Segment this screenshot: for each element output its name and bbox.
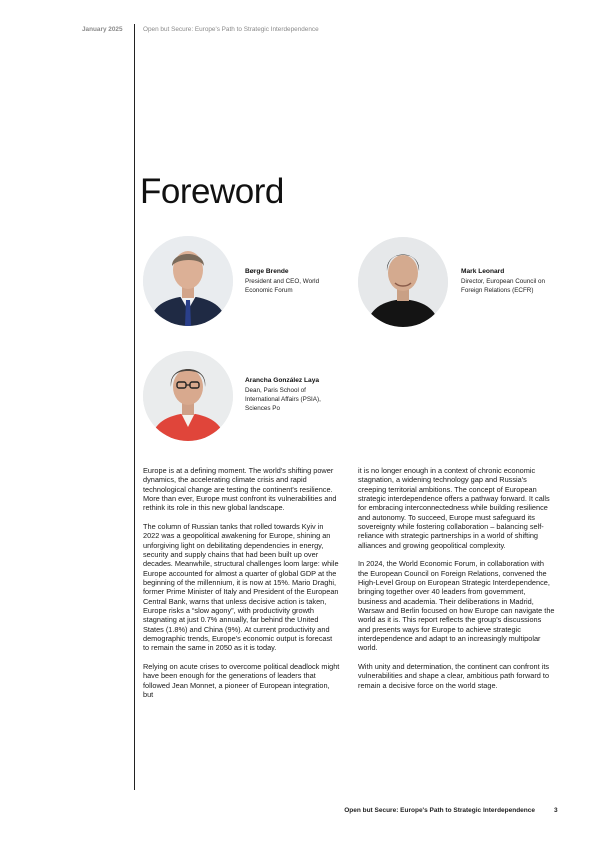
person-role: Dean, Paris School of International Affairs (PSIA), Sciences Po xyxy=(245,387,321,412)
person-role: President and CEO, World Economic Forum xyxy=(245,278,320,294)
body-column-left xyxy=(143,466,340,709)
body-paragraph: it is no longer enough in a context of chronic economic stagnation, a widening technology gap and Russia's creeping territorial ambitions. The concept of European strategic interdependence offers a pathway forward. It calls for embracing interconnectedness while building resilience and autonomy. To succeed, Europe must safeguard its sovereignty while fostering collaboration – balancing self-reliance with strategic partnerships in a world of shifting alliances and growing geopolitical complexity. xyxy=(358,466,550,550)
portrait-photo-mark-leonard xyxy=(358,237,448,327)
portrait-photo-arancha-gonzalez-laya xyxy=(143,351,233,441)
header-title: Open but Secure: Europe's Path to Strategic Interdependence xyxy=(143,26,319,33)
body-paragraph: Relying on acute crises to overcome political deadlock might have been enough for the generations of leaders that followed Jean Monnet, a pioneer of European integration, but xyxy=(143,662,340,700)
header-date: January 2025 xyxy=(82,26,123,33)
body-paragraph: With unity and determination, the continent can confront its vulnerabilities and shape a clear, ambitious path forward to remain a decisive force on the world stage. xyxy=(358,662,550,690)
vertical-divider xyxy=(134,24,135,790)
person-name: Mark Leonard xyxy=(461,268,505,275)
person-name: Børge Brende xyxy=(245,268,289,275)
person-role: Director, European Council on Foreign Relations (ECFR) xyxy=(461,278,546,294)
portrait-photo-borge-brende xyxy=(143,236,233,326)
body-paragraph: Europe is at a defining moment. The world's shifting power dynamics, the accelerating climate crisis and rapid technological change are testing the continent's resilience. More than ever, Europe must confront its vulnerabilities and rethink its role in this new global landscape. xyxy=(143,466,337,513)
body-paragraph: In 2024, the World Economic Forum, in collaboration with the European Council on Foreign Relations, convened the High-Level Group on European Strategic Interdependence, bringing together over 40 leaders from government, business and academia. Their deliberations in Madrid, Warsaw and Berlin focused on how Europe can navigate the world as it is. This report reflects the group's discussions and presents ways for Europe to achieve strategic interdependence and adapt to an increasingly multipolar world. xyxy=(358,559,555,653)
running-footer xyxy=(0,807,595,819)
running-header xyxy=(0,26,595,38)
person-name: Arancha González Laya xyxy=(245,377,320,384)
footer-title: Open but Secure: Europe's Path to Strategic Interdependence xyxy=(344,807,535,814)
page-title: Foreword xyxy=(140,172,284,211)
body-paragraph: The column of Russian tanks that rolled towards Kyiv in 2022 was a geopolitical awakening for Europe, shining an unforgiving light on debilitating dependencies in energy, security and supply chains that had been built up over decades. Meanwhile, structural challenges loom large: while Europe accounted for almost a quarter of global GDP at the beginning of the millennium, it is now at 15%. Mario Draghi, former Prime Minister of Italy and President of the European Central Bank, warns that unless decisive action is taken, Europe risks a “slow agony”, with productivity growth stagnating at just 0.7% annually, far behind the United States (1.8%) and China (9%). At current productivity and demographic trends, Europe's economic output is forecast to remain the same in 2050 as it is today. xyxy=(143,522,339,653)
page-number: 3 xyxy=(554,807,558,814)
body-column-right xyxy=(358,466,555,699)
